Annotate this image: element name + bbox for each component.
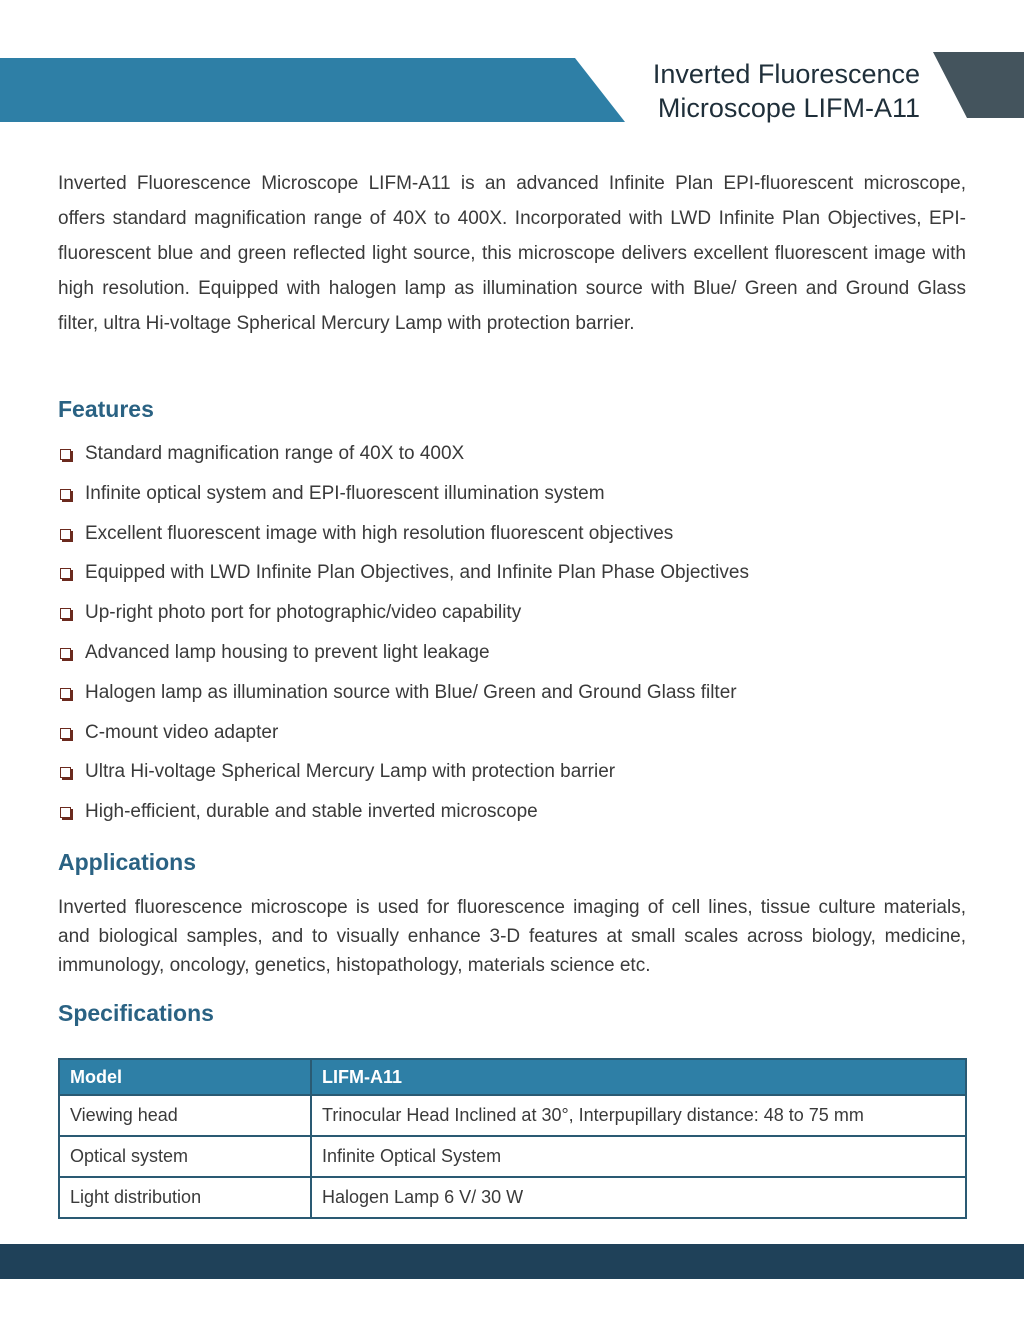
table-cell: Optical system <box>59 1136 311 1177</box>
table-header-row <box>59 1059 966 1095</box>
table-cell: Trinocular Head Inclined at 30°, Interpupillary distance: 48 to 75 mm <box>311 1095 966 1136</box>
square-bullet-icon <box>60 529 71 540</box>
applications-paragraph: Inverted fluorescence microscope is used for fluorescence imaging of cell lines, tissue culture materials, and biological samples, and to visually enhance 3-D features at small scales across biology, medicine, immunology, oncology, genetics, histopathology, materials science etc. <box>58 897 966 976</box>
list-item <box>58 636 966 676</box>
page-title <box>560 57 920 125</box>
feature-text: Standard magnification range of 40X to 400X <box>85 443 465 464</box>
footer-band <box>0 1244 1024 1279</box>
table-row <box>59 1095 966 1136</box>
table-header-cell: LIFM-A11 <box>311 1059 966 1095</box>
feature-text: Halogen lamp as illumination source with Blue/ Green and Ground Glass filter <box>85 681 737 703</box>
table-cell: Infinite Optical System <box>311 1136 966 1177</box>
feature-text: C-mount video adapter <box>85 721 279 743</box>
intro-paragraph: Inverted Fluorescence Microscope LIFM-A11 is an advanced Infinite Plan EPI-fluorescent microscope, offers standard magnification range of 40X to 400X. Incorporated with LWD Infinite Plan Objectives, EPI-fluorescent blue and green reflected light source, this microscope delivers excellent fluorescent image with high resolution. Equipped with halogen lamp as illumination source with Blue/ Green and Ground Glass filter, ultra Hi-voltage Spherical Mercury Lamp with protection barrier. <box>58 173 966 334</box>
square-bullet-icon <box>60 449 71 460</box>
feature-text: High-efficient, durable and stable inverted microscope <box>85 801 538 823</box>
features-list <box>58 437 966 835</box>
square-bullet-icon <box>60 807 71 818</box>
feature-text: Advanced lamp housing to prevent light leakage <box>85 641 490 663</box>
square-bullet-icon <box>60 648 71 659</box>
list-item <box>58 556 966 596</box>
table-row <box>59 1177 966 1218</box>
list-item <box>58 477 966 517</box>
square-bullet-icon <box>60 568 71 579</box>
square-bullet-icon <box>60 608 71 619</box>
feature-text: Up-right photo port for photographic/video capability <box>85 602 522 624</box>
list-item <box>58 517 966 557</box>
header-band <box>0 58 625 122</box>
applications-heading: Applications <box>58 849 197 875</box>
table-cell: Light distribution <box>59 1177 311 1218</box>
table-cell: Viewing head <box>59 1095 311 1136</box>
list-item <box>58 716 966 756</box>
square-bullet-icon <box>60 489 71 500</box>
list-item <box>58 795 966 835</box>
specifications-heading: Specifications <box>58 1000 214 1026</box>
page-title-line-2: Microscope LIFM-A11 <box>657 93 920 123</box>
feature-text: Infinite optical system and EPI-fluorescent illumination system <box>85 482 605 504</box>
square-bullet-icon <box>60 688 71 699</box>
header-corner-shape <box>933 52 1024 118</box>
table-row <box>59 1136 966 1177</box>
features-heading: Features <box>58 396 154 422</box>
square-bullet-icon <box>60 728 71 739</box>
page-title-line-1: Inverted Fluorescence <box>652 59 920 89</box>
specifications-table <box>58 1058 967 1219</box>
feature-text: Ultra Hi-voltage Spherical Mercury Lamp with protection barrier <box>85 761 616 783</box>
table-cell: Halogen Lamp 6 V/ 30 W <box>311 1177 966 1218</box>
table-header-cell: Model <box>59 1059 311 1095</box>
list-item <box>58 676 966 716</box>
square-bullet-icon <box>60 767 71 778</box>
feature-text: Excellent fluorescent image with high resolution fluorescent objectives <box>85 522 674 544</box>
feature-text: Equipped with LWD Infinite Plan Objectives, and Infinite Plan Phase Objectives <box>85 562 749 584</box>
list-item <box>58 437 966 477</box>
list-item <box>58 755 966 795</box>
list-item <box>58 596 966 636</box>
